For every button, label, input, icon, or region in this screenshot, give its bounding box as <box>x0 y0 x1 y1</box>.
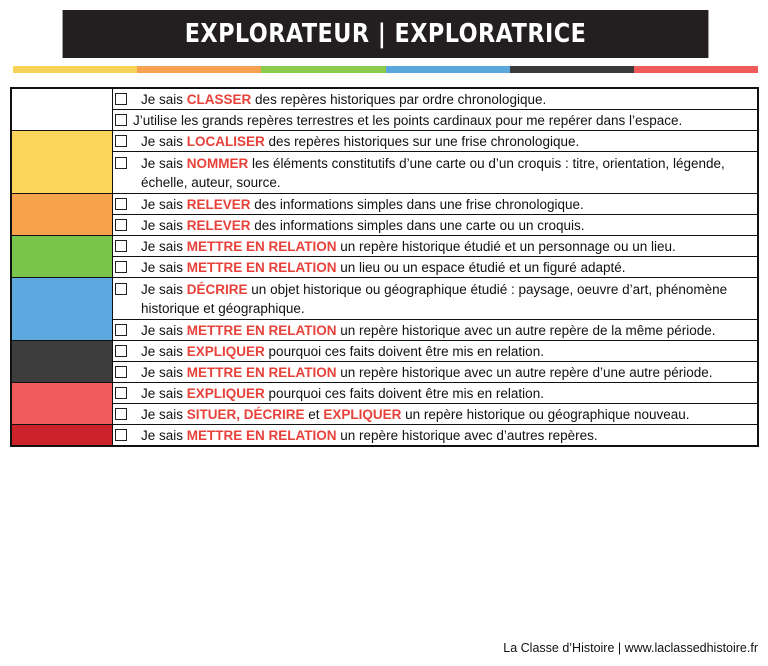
stripe-segment-red <box>634 66 758 73</box>
skill-text: Je sais <box>141 259 187 275</box>
table-row <box>11 194 758 215</box>
skill-keyword: EXPLIQUER <box>323 406 402 422</box>
skill-text: un objet historique ou géographique étudié : paysage, oeuvre d’art, phénomène historique et géographique. <box>141 281 728 316</box>
skill-statement <box>141 342 544 361</box>
skill-text: et <box>304 406 324 422</box>
skill-keyword: LOCALISER <box>186 133 265 149</box>
checkbox[interactable] <box>115 261 127 273</box>
skill-text: pourquoi ces faits doivent être mis en relation. <box>264 385 544 401</box>
skill-text: Je sais <box>141 427 187 443</box>
table-row <box>11 257 758 278</box>
skill-statement <box>141 216 584 235</box>
skill-keyword: METTRE EN RELATION <box>186 364 337 380</box>
table-row <box>11 131 758 152</box>
skill-text: un repère historique avec un autre repère de la même période. <box>336 322 716 338</box>
checkbox[interactable] <box>115 135 127 147</box>
skill-text: Je sais <box>141 385 187 401</box>
table-row <box>11 362 758 383</box>
skill-text: Je sais <box>141 343 187 359</box>
skill-statement <box>141 90 546 109</box>
skill-text: J’utilise les grands repères terrestres et les points cardinaux pour me repérer dans l’espace. <box>133 112 683 128</box>
level-color-cell <box>11 236 113 278</box>
skill-text: des repères historiques par ordre chronologique. <box>251 91 547 107</box>
checkbox[interactable] <box>115 408 127 420</box>
skill-cell <box>113 152 759 194</box>
level-color-cell <box>11 383 113 425</box>
skill-statement <box>141 132 579 151</box>
footer-credit: La Classe d’Histoire | www.laclassedhistoire.fr <box>503 641 758 655</box>
skill-text: Je sais <box>141 133 187 149</box>
skill-cell <box>113 236 759 257</box>
skill-text: Je sais <box>141 196 187 212</box>
table-row <box>11 152 758 194</box>
skill-cell <box>113 362 759 383</box>
stripe-segment-yellow <box>13 66 137 73</box>
checkbox[interactable] <box>115 93 127 105</box>
skill-cell <box>113 131 759 152</box>
skill-statement <box>141 426 598 445</box>
skills-table <box>10 87 759 447</box>
level-color-cell <box>11 88 113 131</box>
table-row <box>11 404 758 425</box>
skill-cell <box>113 194 759 215</box>
checkbox[interactable] <box>115 345 127 357</box>
level-color-cell <box>11 341 113 383</box>
skill-text: pourquoi ces faits doivent être mis en relation. <box>264 343 544 359</box>
color-stripe <box>13 66 758 73</box>
skill-text: les éléments constitutifs d’une carte ou d’un croquis : titre, orientation, légende, échelle, auteur, source. <box>141 155 725 190</box>
skill-text: un repère historique ou géographique nouveau. <box>401 406 690 422</box>
skill-text: Je sais <box>141 322 187 338</box>
table-row <box>11 341 758 362</box>
skill-statement <box>141 237 676 256</box>
skill-cell <box>113 110 759 131</box>
checkbox[interactable] <box>115 387 127 399</box>
checkbox[interactable] <box>115 157 127 169</box>
skill-text: un lieu ou un espace étudié et un figuré adapté. <box>336 259 626 275</box>
level-color-cell <box>11 425 113 447</box>
skill-cell <box>113 383 759 404</box>
page-title: EXPLORATEUR | EXPLORATRICE <box>63 10 709 58</box>
skill-cell <box>113 257 759 278</box>
skill-keyword: RELEVER <box>186 196 251 212</box>
skill-keyword: METTRE EN RELATION <box>186 427 337 443</box>
skill-text: Je sais <box>141 155 187 171</box>
skill-cell <box>113 215 759 236</box>
skill-text: des repères historiques sur une frise chronologique. <box>264 133 580 149</box>
skill-text: Je sais <box>141 281 187 297</box>
stripe-segment-dark <box>510 66 634 73</box>
skill-text: Je sais <box>141 217 187 233</box>
skill-statement <box>141 321 716 340</box>
skill-text: des informations simples dans une frise chronologique. <box>250 196 584 212</box>
skill-keyword: EXPLIQUER <box>186 385 265 401</box>
table-row <box>11 383 758 404</box>
skill-cell <box>113 320 759 341</box>
stripe-segment-green <box>261 66 385 73</box>
skill-keyword: EXPLIQUER <box>186 343 265 359</box>
skill-cell <box>113 404 759 425</box>
checkbox[interactable] <box>115 324 127 336</box>
skill-cell <box>113 425 759 447</box>
skill-statement <box>133 111 682 130</box>
skill-text: un repère historique étudié et un personnage ou un lieu. <box>336 238 676 254</box>
skill-text: un repère historique avec d’autres repères. <box>336 427 598 443</box>
skill-statement <box>141 405 690 424</box>
table-row <box>11 320 758 341</box>
skill-keyword: DÉCRIRE <box>186 281 248 297</box>
skill-text: des informations simples dans une carte ou un croquis. <box>250 217 585 233</box>
checkbox[interactable] <box>115 283 127 295</box>
skill-keyword: METTRE EN RELATION <box>186 322 337 338</box>
checkbox[interactable] <box>115 219 127 231</box>
skill-statement <box>141 384 544 403</box>
skill-text: Je sais <box>141 364 187 380</box>
checkbox[interactable] <box>115 429 127 441</box>
skill-keyword: METTRE EN RELATION <box>186 238 337 254</box>
skill-keyword: RELEVER <box>186 217 251 233</box>
skill-keyword: CLASSER <box>186 91 252 107</box>
table-row <box>11 88 758 110</box>
table-row <box>11 215 758 236</box>
table-row <box>11 236 758 257</box>
checkbox[interactable] <box>115 114 127 126</box>
skill-statement <box>141 280 757 318</box>
skill-statement <box>141 195 584 214</box>
skill-keyword: NOMMER <box>186 155 249 171</box>
checkbox[interactable] <box>115 198 127 210</box>
skill-keyword: METTRE EN RELATION <box>186 259 337 275</box>
table-row <box>11 110 758 131</box>
checkbox[interactable] <box>115 366 127 378</box>
skill-cell <box>113 341 759 362</box>
table-row <box>11 278 758 320</box>
skill-statement <box>141 363 713 382</box>
stripe-segment-blue <box>386 66 510 73</box>
skill-text: un repère historique avec un autre repère d’une autre période. <box>336 364 713 380</box>
skill-cell <box>113 278 759 320</box>
stripe-segment-orange <box>137 66 261 73</box>
checkbox[interactable] <box>115 240 127 252</box>
level-color-cell <box>11 278 113 341</box>
skill-statement <box>141 154 757 192</box>
skill-cell <box>113 88 759 110</box>
skill-keyword: SITUER, DÉCRIRE <box>186 406 305 422</box>
level-color-cell <box>11 131 113 194</box>
skill-text: Je sais <box>141 91 187 107</box>
table-row <box>11 425 758 447</box>
level-color-cell <box>11 194 113 236</box>
skill-text: Je sais <box>141 406 187 422</box>
skill-statement <box>141 258 626 277</box>
skill-text: Je sais <box>141 238 187 254</box>
